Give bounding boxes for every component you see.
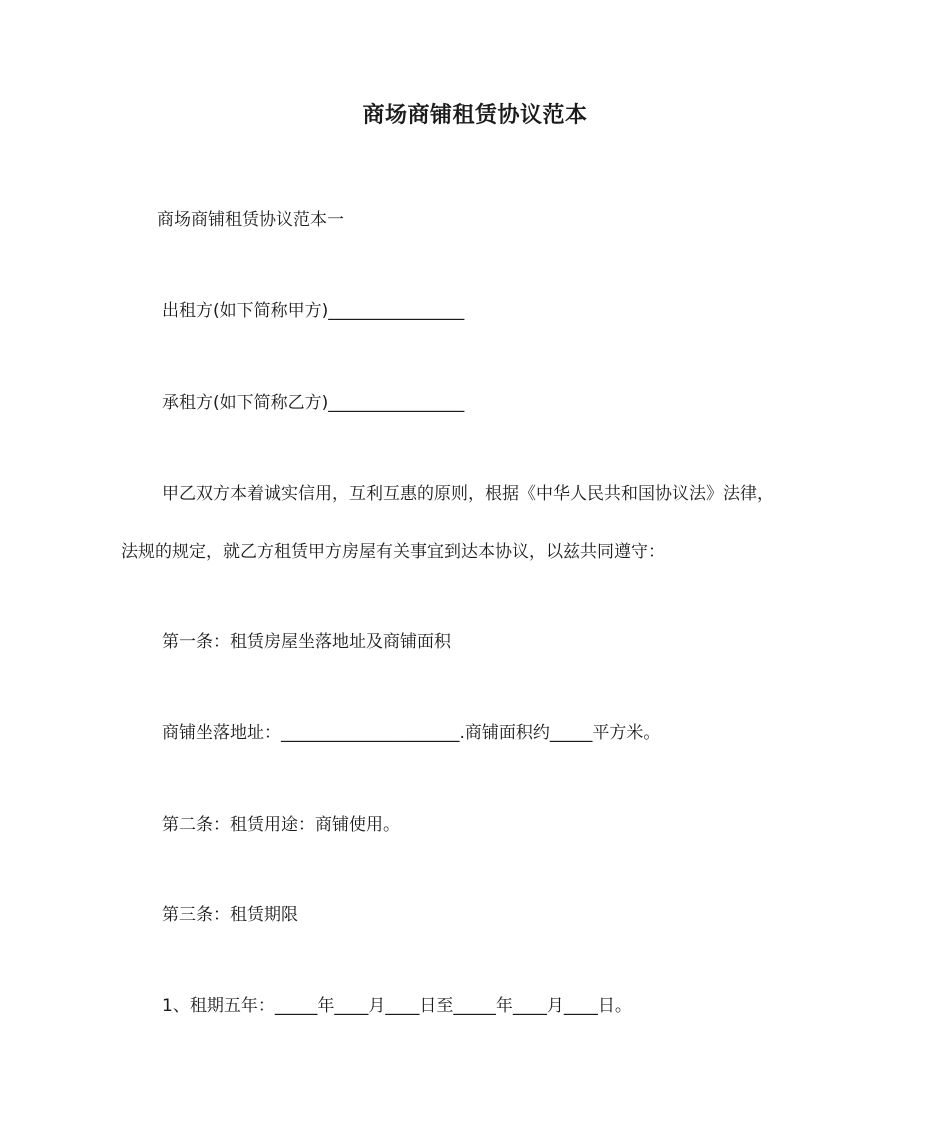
article-3-heading: 第三条：租赁期限 xyxy=(162,905,298,925)
article-2-line: 第二条：租赁用途：商铺使用。 xyxy=(162,815,400,835)
article-1-heading: 第一条：租赁房屋坐落地址及商铺面积 xyxy=(162,632,451,652)
lessee-line: 承租方(如下简称乙方)________________ xyxy=(162,393,465,413)
preamble-line-2: 法规的规定，就乙方租赁甲方房屋有关事宜到达本协议，以兹共同遵守： xyxy=(121,542,665,562)
lease-term-line: 1、租期五年：_____年____月____日至_____年____月____日。 xyxy=(162,996,632,1016)
subtitle-line: 商场商铺租赁协议范本一 xyxy=(157,210,344,230)
document-title: 商场商铺租赁协议范本 xyxy=(362,103,588,128)
address-area-line: 商铺坐落地址：_____________________.商铺面积约_____平方米。 xyxy=(162,723,661,743)
lessor-line: 出租方(如下简称甲方)________________ xyxy=(162,301,465,321)
preamble-line-1: 甲乙双方本着诚实信用，互利互惠的原则，根据《中华人民共和国协议法》法律， xyxy=(162,484,774,504)
